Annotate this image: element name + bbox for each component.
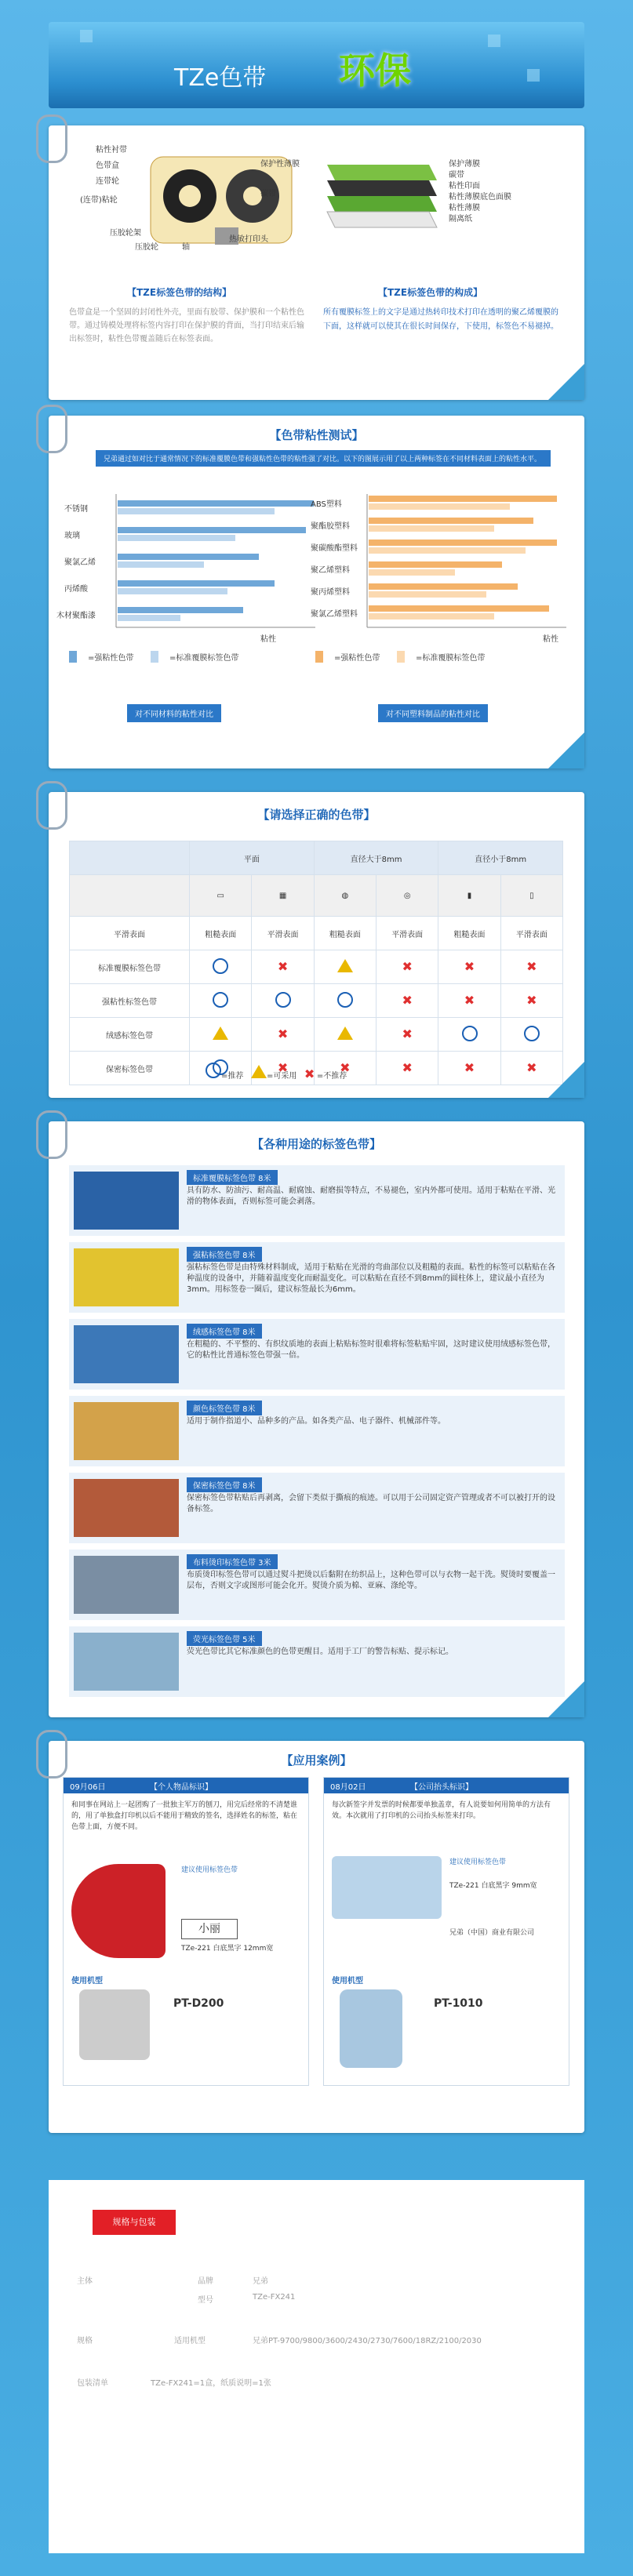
axis-label: 粘性 xyxy=(543,635,558,644)
rating-cell xyxy=(377,1052,438,1085)
layer-label: 粘性薄膜 xyxy=(449,204,480,213)
use-tag: 颜色标签色带 8米 xyxy=(187,1401,262,1415)
row-label: 保密标签色带 xyxy=(70,1052,190,1085)
card-image xyxy=(332,1856,442,1919)
note-right: 对不同塑料制品的粘性对比 xyxy=(378,704,488,722)
spec-value: TZe-FX241 xyxy=(253,2293,296,2302)
group-header: 平面 xyxy=(190,841,315,875)
adhesion-title: 【色带粘性测试】 xyxy=(269,428,364,442)
case-title: 【个人物品标识】 xyxy=(150,1783,213,1792)
label-left: 压胶轮架 xyxy=(110,229,141,238)
col-header: 粗糙表面 xyxy=(190,917,252,950)
recommended-icon xyxy=(462,1026,478,1041)
spec-value: 兄弟 xyxy=(253,2277,268,2286)
use-text: 在粗糙的、不平整的、有织纹质地的表面上粘贴标签时很难将标签粘贴牢固，这时建议使用绒感标签色带，它的粘性比普通标签色带强一倍。 xyxy=(187,1340,555,1360)
recommended-icon xyxy=(275,992,291,1008)
rating-cell xyxy=(500,1018,562,1052)
col-header: 平滑表面 xyxy=(70,917,190,950)
legend-text: =可采用 xyxy=(266,1072,297,1081)
page-fold xyxy=(548,732,584,768)
group-header: 直径大于8mm xyxy=(314,841,438,875)
selection-card xyxy=(49,792,584,1098)
material-label: 玻璃 xyxy=(64,532,80,540)
rating-cell xyxy=(377,984,438,1018)
company-label: 兄弟（中国）商业有限公司 xyxy=(449,1929,535,1937)
not-recommended-icon: ✖ xyxy=(304,1066,315,1081)
layer-label: 碳带 xyxy=(449,171,464,180)
case-hint: 建议使用标签色带 xyxy=(449,1858,507,1866)
label-left: 粘性衬带 xyxy=(96,146,127,154)
acceptable-icon xyxy=(337,959,353,972)
surface-image: ◎ xyxy=(377,875,438,917)
not-recommended-icon: ✖ xyxy=(402,993,413,1008)
use-item xyxy=(69,1473,565,1543)
spec-attr: TZe-FX241=1盒，纸质说明=1张 xyxy=(151,2379,271,2388)
label-left: 色带盒 xyxy=(96,162,119,170)
case-right xyxy=(323,1777,569,2086)
rating-cell xyxy=(314,984,376,1018)
label-left: 轴 xyxy=(182,243,190,252)
not-recommended-icon: ✖ xyxy=(464,959,475,974)
col-header: 粗糙表面 xyxy=(314,917,376,950)
case-text: 每次新签字并发票的时候都要单独盖章，有人说要如何用简单的方法有效。本次就用了打印机的公司抬头标签来打印。 xyxy=(332,1801,551,1820)
spec-value: 兄弟PT-9700/9800/3600/2430/2730/7600/18RZ/2100/2030 xyxy=(253,2337,482,2345)
use-image xyxy=(74,1633,179,1691)
case-date: 08月02日 xyxy=(330,1783,366,1792)
not-recommended-icon: ✖ xyxy=(402,1060,413,1075)
page-fold xyxy=(548,364,584,400)
spec-key: 规格 xyxy=(77,2337,93,2345)
legend-text: =推荐 xyxy=(221,1072,244,1081)
rating-cell xyxy=(190,950,252,984)
tape-layers-diagram xyxy=(319,149,445,235)
printer-image xyxy=(79,1989,150,2060)
use-tag: 布料烫印标签色带 3米 xyxy=(187,1554,278,1569)
not-recommended-icon: ✖ xyxy=(526,1060,537,1075)
use-image xyxy=(74,1402,179,1460)
structure-text-left: 色带盒是一个坚固的封闭性外壳，里面有胶带、保护膜和一个粘性色带。通过铸模处理将标签内容打印在保护膜的背面，当打印结束后输出标签时，粘性色带覆盖随后在标签表面。 xyxy=(69,308,304,343)
rating-cell xyxy=(252,950,314,984)
spec-attr: 品牌 xyxy=(198,2277,213,2286)
spec-attr: 适用机型 xyxy=(174,2337,206,2345)
decor-square xyxy=(527,69,540,82)
col-header: 粗糙表面 xyxy=(438,917,500,950)
rating-cell xyxy=(438,1052,500,1085)
recommended-icon xyxy=(213,992,228,1008)
selection-title: 【请选择正确的色带】 xyxy=(257,808,376,822)
legend-standard: =标准覆膜标签色带 xyxy=(151,651,238,663)
header-title-small: TZe色带 xyxy=(174,64,267,92)
legend-strong: =强粘性色带 xyxy=(69,651,133,663)
spec-section xyxy=(49,2180,584,2553)
case-title: 【公司抬头标识】 xyxy=(410,1783,473,1792)
decor-square xyxy=(488,35,500,47)
uses-title: 【各种用途的标签色带】 xyxy=(251,1137,381,1151)
legend-strong: =强粘性色带 xyxy=(315,651,380,663)
use-item xyxy=(69,1319,565,1390)
selection-legend xyxy=(206,1060,347,1081)
not-recommended-icon: ✖ xyxy=(402,1026,413,1041)
rating-cell xyxy=(190,1018,252,1052)
rating-cell xyxy=(252,984,314,1018)
plastic-label: 聚丙烯塑料 xyxy=(311,588,350,597)
layer-label: 粘性印面 xyxy=(449,182,480,191)
use-text: 布质烫印标签色带可以通过熨斗把烫以后黏附在纺织品上，这种色带可以与衣物一起干洗。熨烫时要覆盖一层布，否则文字或图形可能会化开。熨烫介质为棉、亚麻、涤纶等。 xyxy=(187,1571,555,1590)
not-recommended-icon: ✖ xyxy=(526,959,537,974)
use-image xyxy=(74,1479,179,1537)
material-label: 不锈钢 xyxy=(64,505,88,514)
use-item xyxy=(69,1626,565,1697)
not-recommended-icon: ✖ xyxy=(340,1060,351,1075)
acceptable-icon xyxy=(213,1026,228,1040)
adhesion-card xyxy=(49,416,584,768)
not-recommended-icon: ✖ xyxy=(526,993,537,1008)
col-header: 平滑表面 xyxy=(500,917,562,950)
case-hint: 建议使用标签色带 xyxy=(181,1866,238,1874)
plastic-label: 聚氯乙烯塑料 xyxy=(311,610,358,619)
rating-cell xyxy=(438,1018,500,1052)
printer-model: PT-1010 xyxy=(434,1997,483,2010)
use-image xyxy=(74,1172,179,1230)
paperclip-icon xyxy=(36,114,67,163)
use-tag: 荧光标签色带 5米 xyxy=(187,1631,262,1646)
peeler-image xyxy=(71,1864,166,1958)
machine-label: 使用机型 xyxy=(71,1977,103,1986)
printer-image xyxy=(340,1989,402,2068)
page-fold xyxy=(548,1062,584,1098)
case-tape: TZe-221 白底黑字 12mm宽 xyxy=(181,1945,274,1953)
not-recommended-icon: ✖ xyxy=(277,1060,289,1075)
structure-card xyxy=(49,125,584,400)
recommended-icon xyxy=(524,1026,540,1041)
acceptable-icon xyxy=(251,1065,267,1078)
row-label: 强粘性标签色带 xyxy=(70,984,190,1018)
use-text: 荧光色带比其它标准颜色的色带更醒目。适用于工厂的警告标贴、提示标记。 xyxy=(187,1648,453,1656)
rating-cell xyxy=(377,1018,438,1052)
use-image xyxy=(74,1556,179,1614)
use-tag: 绒感标签色带 8米 xyxy=(187,1324,262,1339)
label-left: (连带)粘轮 xyxy=(80,196,118,205)
use-image xyxy=(74,1248,179,1306)
selection-row xyxy=(70,984,563,1018)
case-left xyxy=(63,1777,309,2086)
selection-row xyxy=(70,950,563,984)
note-left: 对不同材料的粘性对比 xyxy=(127,704,221,722)
case-bar xyxy=(324,1778,569,1793)
header-title-big: 环保 xyxy=(339,49,411,92)
legend-text: =不推荐 xyxy=(316,1072,347,1081)
page-fold xyxy=(548,1681,584,1717)
label-right-struct: 保护性薄膜 xyxy=(260,160,300,169)
decor-square xyxy=(80,30,93,42)
rating-cell xyxy=(438,950,500,984)
recommended-icon xyxy=(213,958,228,974)
selection-table xyxy=(69,841,563,1085)
label-right-struct: 热敏打印头 xyxy=(229,235,268,244)
use-image xyxy=(74,1325,179,1383)
use-tag: 强粘标签色带 8米 xyxy=(187,1247,262,1262)
rating-cell xyxy=(438,984,500,1018)
structure-text-right: 所有覆膜标签上的文字是通过热转印技术打印在透明的聚乙烯覆膜的下面，这样就可以使其在很长时间保存，下使用，标签色不易褪掉。 xyxy=(323,308,558,331)
use-item xyxy=(69,1165,565,1236)
label-right-struct: 碳带 xyxy=(260,190,276,198)
material-label: 木材聚酯漆 xyxy=(56,612,96,620)
surface-image: ◍ xyxy=(314,875,376,917)
not-recommended-icon: ✖ xyxy=(464,993,475,1008)
legend-standard: =标准覆膜标签色带 xyxy=(397,651,485,663)
spec-key: 主体 xyxy=(77,2277,93,2286)
header-banner xyxy=(49,22,584,108)
not-recommended-icon: ✖ xyxy=(277,1026,289,1041)
case-tape: TZe-221 白底黑字 9mm宽 xyxy=(449,1882,537,1890)
use-text: 强粘标签色带是由特殊材料制成，适用于粘贴在光滑的弯曲部位以及粗糙的表面。粘性的标签可以粘贴在各种温度的设备中，并随着温度变化而耐温变化。可以粘贴在直径不到8mm的圆柱体上，建议最小直径为3mm。用标签卷一圈后，建议标签最长为6mm。 xyxy=(187,1263,555,1294)
name-label: 小丽 xyxy=(181,1919,238,1939)
layer-label: 隔离纸 xyxy=(449,215,472,223)
adhesion-intro: 兄弟通过如对比于通常情况下的标准覆膜色带和强粘性色带的粘性强了对比。以下的图展示用了以上两种标签在不同材料表面上的粘性水平。 xyxy=(96,450,551,467)
not-recommended-icon: ✖ xyxy=(402,959,413,974)
plastic-label: 聚乙烯塑料 xyxy=(311,566,350,575)
not-recommended-icon: ✖ xyxy=(464,1060,475,1075)
use-text: 保密标签色带粘贴后再剥离，会留下类似于撕痕的痕迹。可以用于公司固定资产管理或者不可以被打开的设备标签。 xyxy=(187,1494,555,1513)
machine-label: 使用机型 xyxy=(332,1977,363,1986)
structure-caption-right: 【TZE标签色带的构成】 xyxy=(378,287,483,298)
rating-cell xyxy=(377,950,438,984)
use-item xyxy=(69,1396,565,1466)
recommended-icon xyxy=(337,992,353,1008)
col-header: 平滑表面 xyxy=(377,917,438,950)
col-header: 平滑表面 xyxy=(252,917,314,950)
use-item xyxy=(69,1242,565,1313)
surface-image: ▯ xyxy=(500,875,562,917)
rating-cell xyxy=(500,984,562,1018)
rating-cell xyxy=(252,1018,314,1052)
material-label: 丙烯酸 xyxy=(64,585,88,594)
case-text: 和同事在网站上一起团购了一批独主军万的刨刀，用完后经常的不清楚谁的，用了单独盒打印机以后不能用于精致的签名，选择姓名的标签，粘在色带上面，方便不同。 xyxy=(71,1801,298,1831)
label-left: 压胶轮 xyxy=(135,243,158,252)
surface-image: ▦ xyxy=(252,875,314,917)
printer-model: PT-D200 xyxy=(173,1997,224,2010)
row-label: 绒感标签色带 xyxy=(70,1018,190,1052)
axis-label: 粘性 xyxy=(260,635,276,644)
rating-cell xyxy=(314,1018,376,1052)
selection-row xyxy=(70,1018,563,1052)
spec-key: 包装清单 xyxy=(77,2379,108,2388)
uses-card xyxy=(49,1121,584,1717)
plastic-label: ABS塑料 xyxy=(311,500,342,509)
layer-label: 保护薄膜 xyxy=(449,160,480,169)
label-left: 连带轮 xyxy=(96,177,119,186)
case-bar xyxy=(64,1778,308,1793)
surface-image: ▭ xyxy=(190,875,252,917)
material-label: 聚氯乙烯 xyxy=(64,558,96,567)
plastic-label: 聚酯胶塑料 xyxy=(311,522,350,531)
case-date: 09月06日 xyxy=(70,1783,106,1792)
plastic-label: 聚碳酸酯塑料 xyxy=(311,544,358,553)
structure-caption-left: 【TZE标签色带的结构】 xyxy=(127,287,232,298)
use-item xyxy=(69,1550,565,1620)
not-recommended-icon: ✖ xyxy=(277,959,289,974)
rating-cell xyxy=(500,950,562,984)
acceptable-icon xyxy=(337,1026,353,1040)
cases-title: 【应用案例】 xyxy=(281,1753,352,1768)
spec-tab-button[interactable]: 规格与包装 xyxy=(93,2210,176,2235)
recommended-icon xyxy=(206,1063,221,1078)
row-label: 标准覆膜标签色带 xyxy=(70,950,190,984)
surface-image: ▮ xyxy=(438,875,500,917)
group-header: 直径小于8mm xyxy=(438,841,563,875)
cases-card xyxy=(49,1741,584,2133)
layer-label: 粘性薄膜底色面膜 xyxy=(449,193,511,202)
rating-cell xyxy=(190,984,252,1018)
use-tag: 标准覆膜标签色带 8米 xyxy=(187,1170,278,1185)
use-text: 具有防水、防油污、耐高温、耐腐蚀、耐磨损等特点，不易褪色，室内外都可使用。适用于粘贴在平滑、光滑的物体表面，否则标签可能会剥落。 xyxy=(187,1186,555,1206)
use-text: 适用于制作指道小、品种多的产品。如各类产品、电子器件、机械部件等。 xyxy=(187,1417,446,1426)
spec-attr: 型号 xyxy=(198,2296,213,2305)
rating-cell xyxy=(314,950,376,984)
use-tag: 保密标签色带 8米 xyxy=(187,1477,262,1492)
